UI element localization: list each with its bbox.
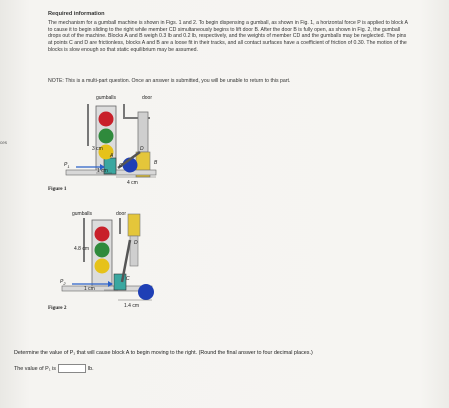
fig2-ball-red xyxy=(95,227,110,242)
fig2-label-force: $P_2$ xyxy=(60,279,66,286)
fig1-label-door: door xyxy=(142,95,153,101)
fig2-label-point-d: D xyxy=(134,240,138,246)
fig2-door-b xyxy=(128,214,140,236)
fig2-label-door: door xyxy=(116,211,127,217)
question-text: Determine the value of P₁ that will cause block A to begin moving to the right. (Round the final answer to four decimal places.) xyxy=(14,350,313,356)
answer-row xyxy=(14,364,94,373)
fig2-label-point-c: C xyxy=(126,276,130,282)
fig2-ball-green xyxy=(95,243,110,258)
fig2-ball-blue xyxy=(138,284,154,300)
fig1-label-point-a: A xyxy=(110,153,114,159)
fig1-label-force: $P_1$ xyxy=(64,162,70,169)
fig1-label-gumballs: gumballs xyxy=(96,95,117,101)
answer-input[interactable] xyxy=(58,364,86,373)
fig2-label-gumballs: gumballs xyxy=(72,211,93,217)
figure-1-caption: Figure 1 xyxy=(48,186,67,192)
fig1-label-point-b: B xyxy=(154,160,158,166)
section-heading: Required information xyxy=(48,11,105,17)
fig2-label-1cm: 1 cm xyxy=(84,286,95,292)
fig2-label-14cm: 1.4 cm xyxy=(124,303,140,309)
answer-prefix: The value of P₁ is xyxy=(14,365,56,372)
multipart-note: NOTE: This is a multi-part question. Once an answer is submitted, you will be unable to return to this part. xyxy=(48,78,291,84)
figure-2-caption: Figure 2 xyxy=(48,305,67,311)
answer-unit: lb. xyxy=(87,365,94,372)
fig2-ball-yellow xyxy=(95,259,110,274)
fig1-label-3cm: 3 cm xyxy=(92,146,103,152)
fig1-label-point-c: C xyxy=(119,163,123,169)
fig1-label-4cm: 4 cm xyxy=(127,180,138,186)
fig2-label-48cm: 4.8 cm xyxy=(74,246,90,252)
fig1-label-point-d: D xyxy=(140,146,144,152)
problem-statement: The mechanism for a gumball machine is shown in Figs. 1 and 2. To begin dispensing a gumball, as shown in Fig. 1, a horizontal force P is applied to block A to cause it to begin sliding to the right while member CD simultaneously begins to lift door B. After the door B is fully open, as shown in Fig. 2, the gumball drops out of the machine. Blocks A and B weigh 0.3 lb and 0.2 lb, respectively, and the weights of member CD and the gumballs may be neglected. The pins at points C and D are frictionless, blocks A and B are a loose fit in their tracks, and all contact surfaces have a coefficient of friction of 0.30. The motion of the blocks is slow enough so that static equilibrium may be assumed. xyxy=(48,20,408,53)
side-tab-label: ces xyxy=(0,140,8,145)
fig1-label-1cm: 1 cm xyxy=(97,168,108,174)
